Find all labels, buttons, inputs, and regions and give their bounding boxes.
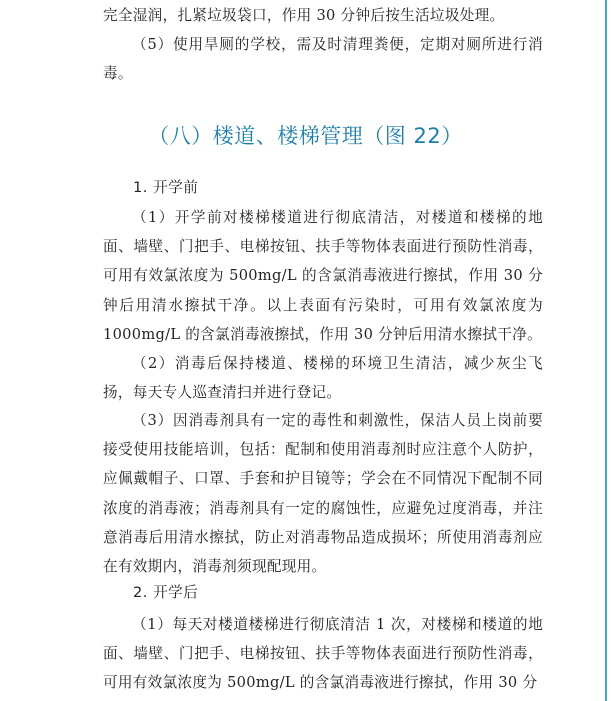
- paragraph-before-1: （1）开学前对楼梯楼道进行彻底清洁，对楼道和楼梯的地面、墙壁、门把手、电梯按钮、扶手等物体表面进行预防性消毒，可用有效氯浓度为 500mg/L 的含氯消毒液进行擦拭，作用 30 分钟后用清水擦拭干净。以上表面有污染时，可用有效氯浓度为 1000mg/L 的含氯消毒液擦拭，作用 30 分钟后用清水擦拭干净。: [103, 209, 543, 343]
- subheading-before-school: 1. 开学前: [133, 179, 199, 196]
- paragraph-before-2: （2）消毒后保持楼道、楼梯的环境卫生清洁，减少灰尘飞扬，每天专人巡查清扫并进行登记。: [103, 355, 543, 402]
- paragraph-continued: 完全湿润，扎紧垃圾袋口，作用 30 分钟后按生活垃圾处理。: [103, 7, 505, 24]
- section-title: （八）楼道、楼梯管理（图 22）: [148, 124, 463, 148]
- page-edge-rule: [605, 0, 607, 701]
- subheading-after-school: 2. 开学后: [133, 584, 199, 601]
- paragraph-item-5: （5）使用旱厕的学校，需及时清理粪便，定期对厕所进行消毒。: [103, 36, 543, 83]
- paragraph-before-3: （3）因消毒剂具有一定的毒性和刺激性，保洁人员上岗前要接受使用技能培训，包括：配制和使用消毒剂时应注意个人防护，应佩戴帽子、口罩、手套和护目镜等；学会在不同情况下配制不同浓度的消毒液；消毒剂具有一定的腐蚀性，应避免过度消毒，并注意消毒后用清水擦拭，防止对消毒物品造成损坏；所使用消毒剂应在有效期内，消毒剂须现配现用。: [103, 412, 543, 576]
- paragraph-after-1: （1）每天对楼道楼梯进行彻底清洁 1 次，对楼梯和楼道的地面、墙壁、门把手、电梯按钮、扶手等物体表面进行预防性消毒，可用有效氯浓度为 500mg/L 的含氯消毒液进行擦拭，作用 30 分: [103, 616, 543, 692]
